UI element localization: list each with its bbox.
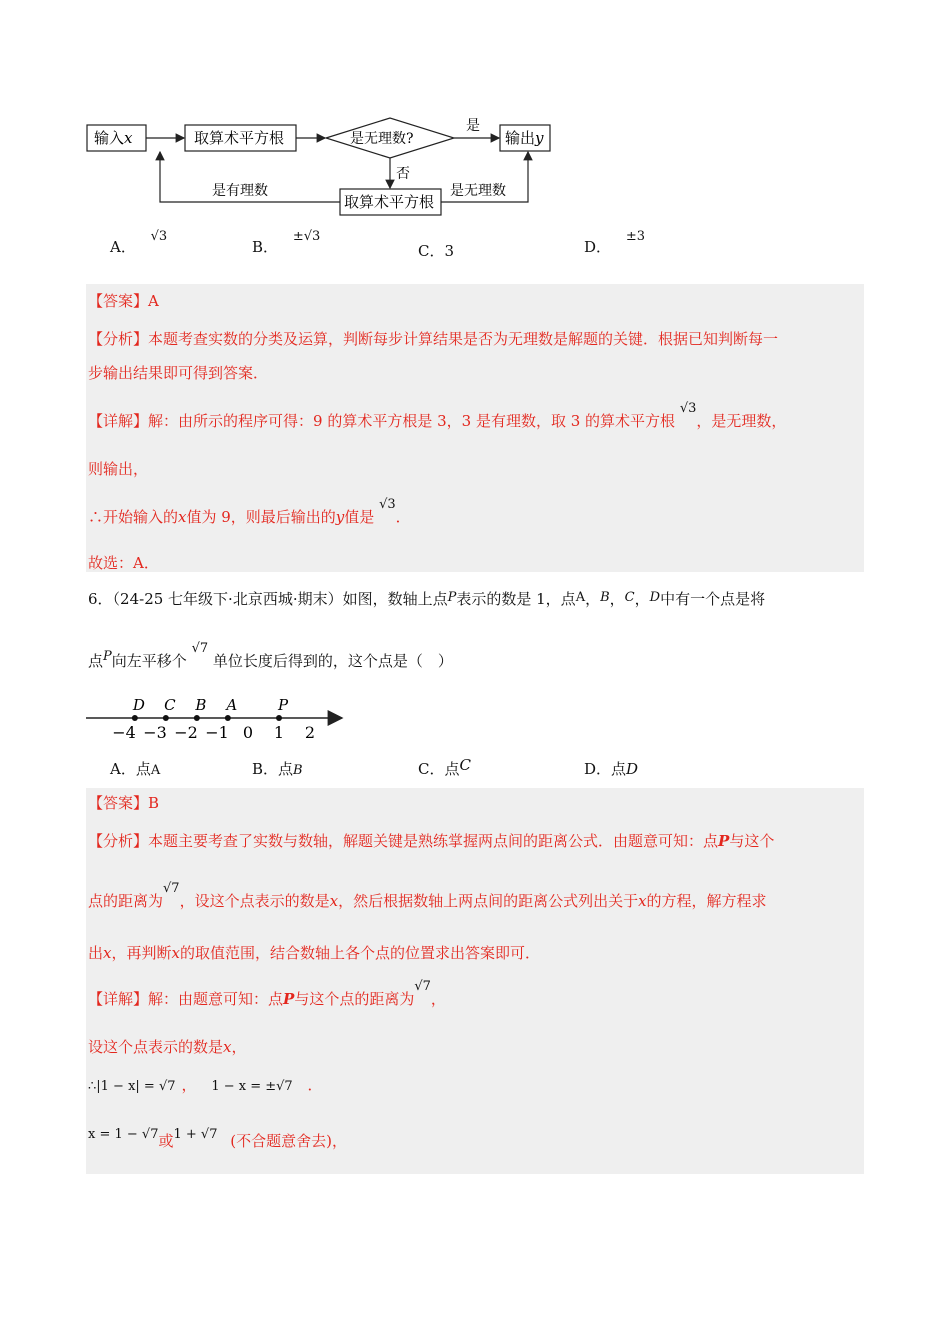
q5-choice: 故选：A． <box>88 554 159 572</box>
q6-analysis-line2: 点的距离为√7，设这个点表示的数是x，然后根据数轴上两点间的距离公式列出关于x的方程，解方程求 <box>88 881 767 910</box>
option-letter: D． <box>584 238 612 256</box>
number-line-point-label: D <box>132 696 145 714</box>
q6-line2: 点P向左平移个 √7 单位长度后得到的，这个点是（ ） <box>88 641 453 670</box>
flowchart <box>80 110 560 220</box>
option-prefix: 点 <box>135 760 151 778</box>
option-value: C <box>459 756 471 774</box>
option-value: ±√3 <box>292 229 321 244</box>
number-line-point-d <box>132 715 138 721</box>
number-line-point-a <box>225 715 231 721</box>
number-line-tick-label: 2 <box>304 723 316 742</box>
flow-output-label: 输出y <box>505 129 544 147</box>
q6-equation-line1: ∴|1 − x| = √7 ， 1 − x = ±√7 ． <box>88 1076 323 1094</box>
number-line-point-label: A <box>226 696 238 714</box>
flow-decision-label: 是无理数? <box>350 131 414 147</box>
q5-option-c[interactable] <box>418 240 454 261</box>
option-letter: B． <box>252 238 279 256</box>
number-line-point-c <box>163 715 169 721</box>
option-prefix: 点 <box>278 760 294 778</box>
number-line-point-label: P <box>277 696 289 714</box>
option-prefix: 点 <box>444 760 460 778</box>
option-value: √3 <box>150 229 168 244</box>
q6-equation-line2: x = 1 − √7或1 + √7 (不合题意舍去)， <box>88 1127 347 1150</box>
q5-option-d[interactable] <box>584 229 645 257</box>
option-letter: D． <box>584 760 612 778</box>
number-line-tick-label: −3 <box>143 723 167 742</box>
number-line-point-p <box>276 715 282 721</box>
number-line-tick-label: 0 <box>242 723 254 742</box>
option-value: ±3 <box>625 229 645 244</box>
number-line-tick-label: −1 <box>205 723 229 742</box>
q6-analysis-line3: 出x，再判断x的取值范围，结合数轴上各个点的位置求出答案即可． <box>88 944 540 962</box>
q5-detail-line1: 【详解】解：由所示的程序可得：9 的算术平方根是 3，3 是有理数，取 3 的算术平方根 √3，是无理数， <box>88 401 787 430</box>
option-letter: A． <box>110 760 136 778</box>
q5-conclusion: ∴开始输入的x值为 9，则最后输出的y值是 √3． <box>88 497 411 526</box>
q6-detail-line2: 设这个点表示的数是x， <box>88 1038 247 1056</box>
option-value: 3 <box>444 242 455 260</box>
q6-detail-line1: 【详解】解：由题意可知：点P与这个点的距离为√7， <box>88 979 446 1008</box>
option-value: D <box>626 760 639 778</box>
number-line-tick-label: 1 <box>273 723 285 742</box>
q5-detail-line2: 则输出， <box>88 460 149 478</box>
q5-analysis-line1: 【分析】本题考查实数的分类及运算，判断每步计算结果是否为无理数是解题的关键．根据已知判断每一 <box>88 330 779 348</box>
number-line <box>84 694 354 744</box>
number-line-point-label: B <box>195 696 207 714</box>
q6-analysis-line1: 【分析】本题主要考查了实数与数轴，解题关键是熟练掌握两点间的距离公式．由题意可知：点P与这个 <box>88 832 775 850</box>
option-letter: C． <box>418 760 445 778</box>
q6-option-c[interactable] <box>418 758 471 779</box>
number-line-point-b <box>194 715 200 721</box>
flow-input-label: 输入x <box>94 129 133 147</box>
q5-option-b[interactable] <box>252 229 321 257</box>
number-line-tick-label: −4 <box>112 723 136 742</box>
q5-answer: 【答案】A <box>88 292 159 310</box>
q5-option-a[interactable] <box>110 229 168 257</box>
flow-yes-label: 是 <box>466 118 480 134</box>
option-prefix: 点 <box>611 760 627 778</box>
q6-option-d[interactable] <box>584 758 638 779</box>
q6-option-a[interactable] <box>110 758 160 779</box>
q6-option-b[interactable] <box>252 758 303 779</box>
flow-step1-label: 取算术平方根 <box>194 129 285 147</box>
option-letter: C． <box>418 242 445 260</box>
q5-analysis-line2: 步输出结果即可得到答案． <box>88 364 269 382</box>
q6-line1: 6．（24-25 七年级下·北京西城·期末）如图，数轴上点P表示的数是 1，点A，B，C，D中有一个点是将 <box>88 590 766 608</box>
flow-step2-label: 取算术平方根 <box>344 193 435 211</box>
option-value: A <box>150 763 161 778</box>
q6-answer: 【答案】B <box>88 794 160 812</box>
number-line-point-label: C <box>164 696 176 714</box>
flow-loop-label: 是有理数 <box>212 183 268 199</box>
option-letter: B． <box>252 760 279 778</box>
option-letter: A． <box>110 238 136 256</box>
number-line-tick-label: −2 <box>174 723 198 742</box>
flow-no-label: 否 <box>396 166 410 182</box>
flow-irrational-label: 是无理数 <box>450 183 506 199</box>
option-value: B <box>293 763 303 778</box>
